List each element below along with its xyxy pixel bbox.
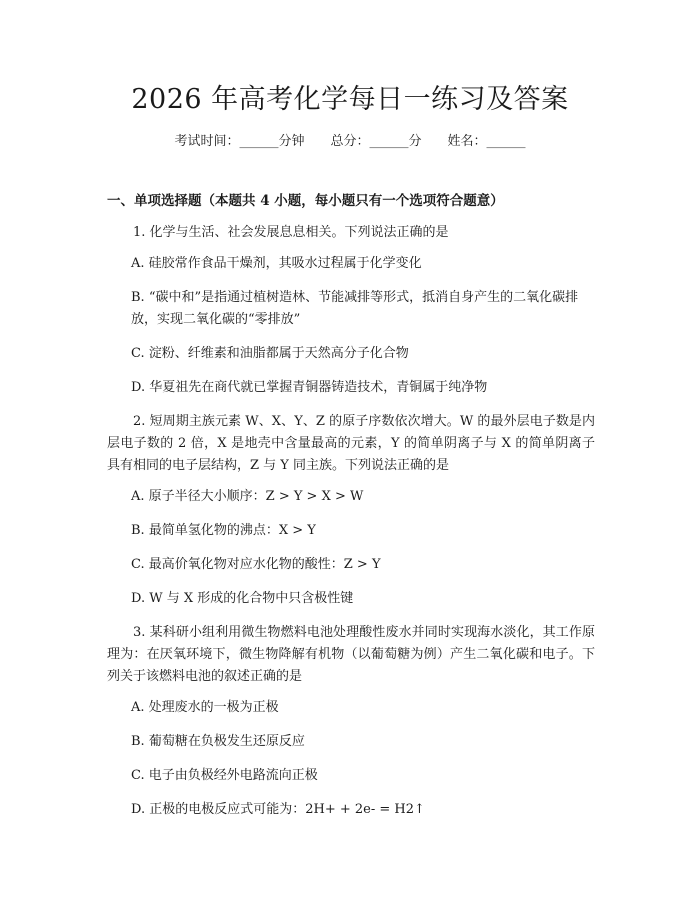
question-list	[107, 222, 595, 833]
option-a: A. 原子半径大小顺序：Z > Y > X > W	[131, 489, 364, 504]
total-score-field: 总分：______分	[330, 134, 422, 149]
option-c: C. 电子由负极经外电路流向正极	[131, 768, 318, 783]
option-d: D. 华夏祖先在商代就已掌握青铜器铸造技术，青铜属于纯净物	[131, 380, 488, 395]
page-title: 2026 年高考化学每日一练习及答案	[131, 84, 569, 115]
option-c: C. 淀粉、纤维素和油脂都属于天然高分子化合物	[131, 346, 409, 361]
question-stem: 1. 化学与生活、社会发展息息相关。下列说法正确的是	[133, 225, 449, 240]
option-a: A. 处理废水的一极为正极	[131, 700, 279, 715]
exam-meta	[0, 133, 700, 151]
option-d: D. 正极的电极反应式可能为：2H+ + 2e- = H2↑	[131, 802, 425, 817]
section-heading: 一、单项选择题（本题共 4 小题，每小题只有一个选项符合题意）	[107, 193, 504, 209]
question-2	[107, 411, 595, 610]
option-b: B. 最简单氢化物的沸点：X > Y	[131, 523, 316, 538]
question-stem: 2. 短周期主族元素 W、X、Y、Z 的原子序数依次增大。W 的最外层电子数是内层电子数的 2 倍，X 是地壳中含量最高的元素，Y 的简单阴离子与 X 的简单阴离子具有相同的电子层结构，Z 与 Y 同主族。下列说法正确的是	[107, 414, 595, 473]
option-b: B. “碳中和”是指通过植树造林、节能减排等形式，抵消自身产生的二氧化碳排放，实现二氧化碳的“零排放”	[131, 290, 579, 327]
exam-time-field: 考试时间：______分钟	[174, 134, 305, 149]
option-a: A. 硅胶常作食品干燥剂，其吸水过程属于化学变化	[131, 256, 422, 271]
option-b: B. 葡萄糖在负极发生还原反应	[131, 734, 305, 749]
question-3	[107, 622, 595, 821]
student-name-field: 姓名：______	[447, 134, 526, 149]
option-d: D. W 与 X 形成的化合物中只含极性键	[131, 591, 354, 606]
question-1	[107, 222, 595, 399]
question-stem: 3. 某科研小组利用微生物燃料电池处理酸性废水并同时实现海水淡化，其工作原理为：在厌氧环境下，微生物降解有机物（以葡萄糖为例）产生二氧化碳和电子。下列关于该燃料电池的叙述正确的是	[107, 625, 595, 684]
option-c: C. 最高价氧化物对应水化物的酸性：Z > Y	[131, 557, 381, 572]
